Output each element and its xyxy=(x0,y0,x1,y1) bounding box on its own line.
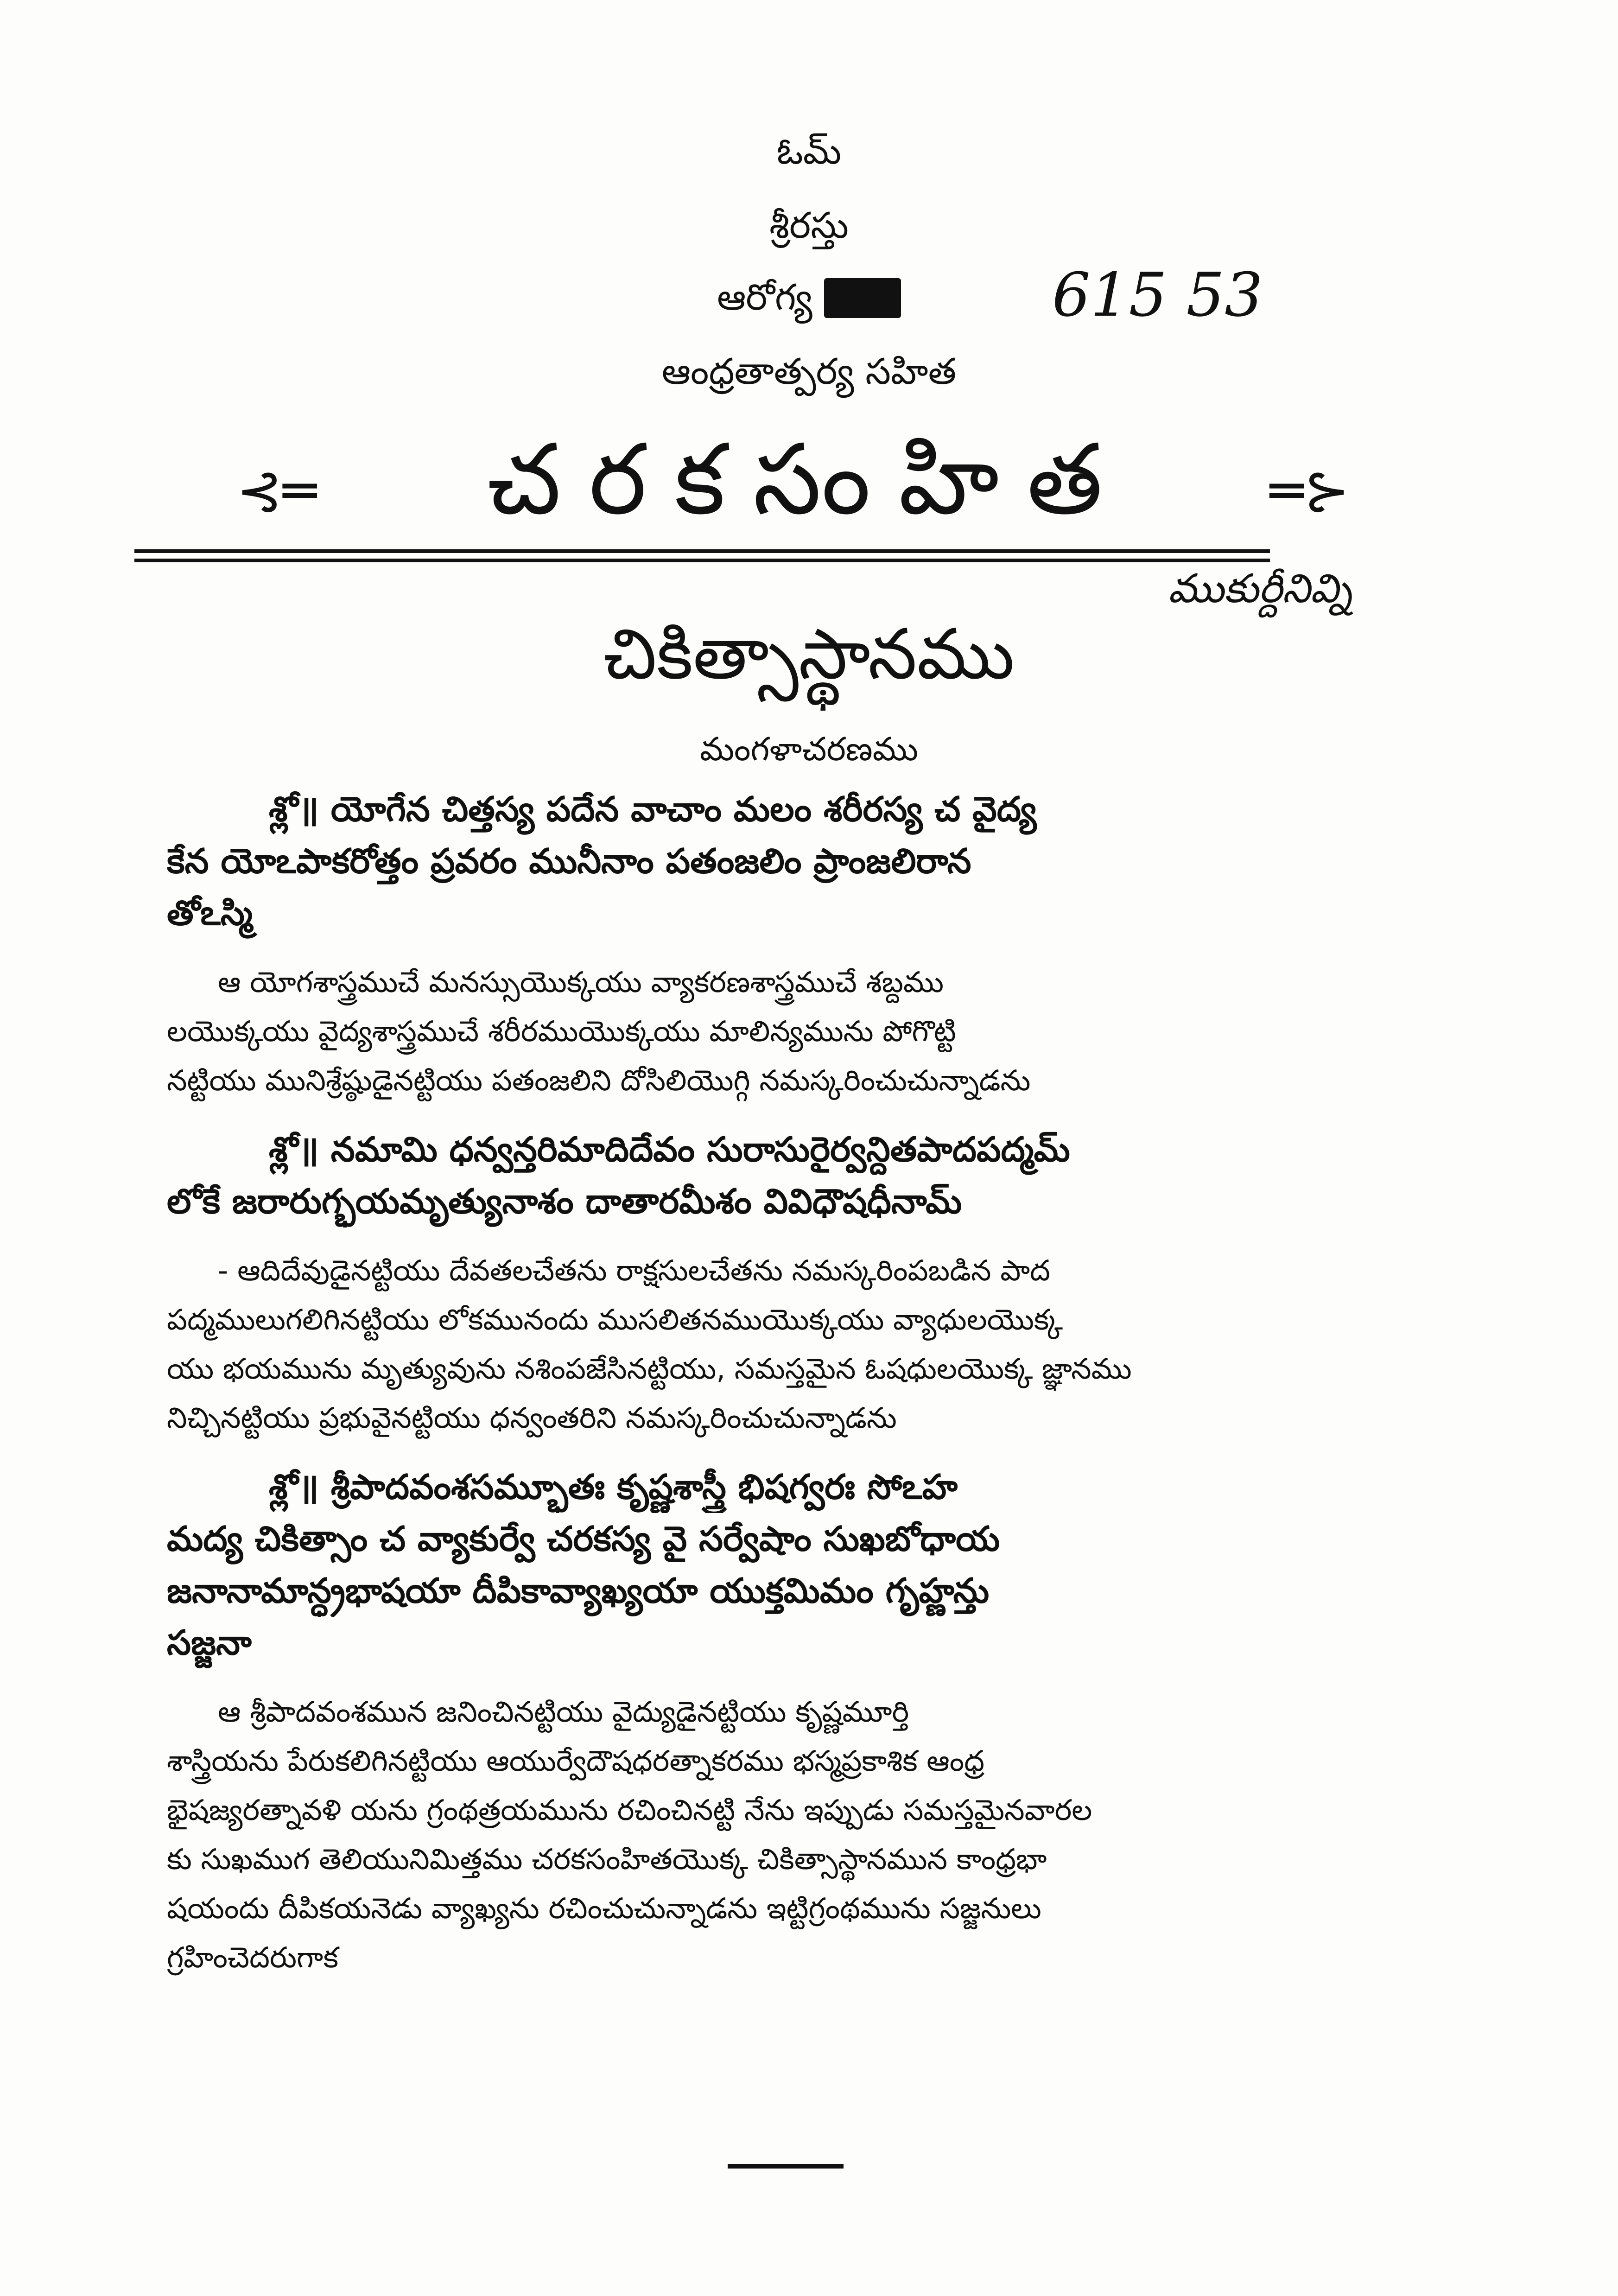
main-title: చరకసంహిత xyxy=(487,423,1130,536)
prose-line: షయందు దీపికయనెడు వ్యాఖ్యను రచించుచున్నాడను ఇట్టిగ్రంథమును సజ్జనులు xyxy=(167,1891,1041,1925)
prose-line: గ్రహించెదరుగాక xyxy=(167,1940,338,1974)
bottom-rule xyxy=(728,2164,844,2169)
title-underline-2 xyxy=(134,559,1270,562)
header-om: ఓమ్ xyxy=(776,131,842,172)
prose-line: శాస్త్రియను పేరుకలిగినట్టియు ఆయుర్వేదౌషధరత్నాకరము భస్మప్రకాశిక ఆంధ్ర xyxy=(167,1744,984,1778)
header-arogya: ఆరోగ్య xyxy=(717,277,812,318)
handwritten-note: ముకుర్దీనివ్ని xyxy=(1168,566,1352,612)
prose-line: ఆ యోగశాస్త్రముచే మనస్సుయొక్కయు వ్యాకరణశాస్త్రముచే శబ్దము xyxy=(218,965,944,999)
verse-line: మద్య చికిత్సాం చ వ్యాకుర్వే చరకస్య వై సర్వేషాం సుఖబోధాయ xyxy=(167,1519,1000,1559)
verse-line: శ్లో॥ యోగేన చిత్తస్య పదేన వాచాం మలం శరీరస్య చ వైద్య xyxy=(269,789,1037,829)
verse-paragraph xyxy=(167,783,1428,939)
handwritten-number: 615 53 xyxy=(1052,260,1263,330)
prose-paragraph xyxy=(167,1246,1428,1443)
prose-line: కు సుఖముగ తెలియునిమిత్తము చరకసంహితయొక్క చికిత్సాస్థానమున కాంధ్రభా xyxy=(167,1842,1047,1876)
prose-line: - ఆదిదేవుడైనట్టియు దేవతలచేతను రాక్షసులచేతను నమస్కరింపబడిన పాద xyxy=(218,1253,1050,1287)
title-block xyxy=(241,423,1377,552)
prose-paragraph xyxy=(167,1687,1428,1982)
prose-line: యు భయమును మృత్యువును నశింపజేసినట్టియు, సమస్తమైన ఓషధులయొక్క జ్ఞానము xyxy=(167,1352,1132,1386)
verse-line: శ్లో॥ నమామి ధన్వన్తరిమాదిదేవం సురాసురైర్వన్దితపాదపద్మమ్ xyxy=(269,1130,1070,1170)
verse-line: జనానామాన్ధ్రభాషయా దీపికావ్యాఖ్యయా యుక్తమిమం గృహ్ణన్తు xyxy=(167,1571,990,1611)
prose-line: ఆ శ్రీపాదవంశమున జనించినట్టియు వైద్యుడైనట్టియు కృష్ణమూర్తి xyxy=(218,1695,909,1729)
verse-line: సజ్జనా xyxy=(167,1623,252,1663)
prose-line: నట్టియు మునిశ్రేష్ఠుడైనట్టియు పతంజలిని దోసిలియొగ్గి నమస్కరించుచున్నాడను xyxy=(167,1063,1031,1097)
body-text xyxy=(167,783,1428,2001)
verse-line: కేన యోఽపాకరోత్తం ప్రవరం మునీనాం పతంజలిం ప్రాంజలిరాన xyxy=(167,841,971,881)
header-andhra-tatparya: ఆంధ్రతాత్పర్య సహిత xyxy=(661,351,957,393)
section-subtitle: మంగళాచరణము xyxy=(699,730,919,768)
prose-line: లయొక్కయు వైద్యశాస్త్రముచే శరీరముయొక్కయు మాలిన్యమును పోగొట్టి xyxy=(167,1014,956,1048)
verse-line: శ్లో॥ శ్రీపాదవంశసమ్భూతః కృష్ణశాస్త్రీ భిషగ్వరః సోఽహ xyxy=(269,1467,958,1507)
prose-paragraph xyxy=(167,958,1428,1105)
title-right-ornament: ═⊱ xyxy=(1270,459,1350,523)
verse-paragraph xyxy=(167,1461,1428,1669)
verse-line: లోకే జరారుగ్భయమృత్యునాశం దాతారమీశం వివిధౌషధీనామ్ xyxy=(167,1182,962,1221)
header-arogya-line xyxy=(0,278,1618,318)
title-underline-1 xyxy=(134,549,1270,553)
header-arogya-struck: దాతా xyxy=(824,277,901,318)
section-title: చికిత్సాస్థానము xyxy=(603,614,1015,695)
title-left-ornament: ⊰═ xyxy=(236,459,317,523)
header-srirastu: శ్రీరస్తు xyxy=(769,205,849,247)
verse-line: తోఽస్మి xyxy=(167,893,253,933)
prose-line: పద్మములుగలిగినట్టియు లోకమునందు ముసలితనముయొక్కయు వ్యాధులయొక్క xyxy=(167,1303,1063,1336)
prose-line: నిచ్చినట్టియు ప్రభువైనట్టియు ధన్వంతరిని నమస్కరించుచున్నాడను xyxy=(167,1401,897,1435)
prose-line: భైషజ్యరత్నావళి యను గ్రంథత్రయమును రచించినట్టి నేను ఇప్పుడు సమస్తమైనవారల xyxy=(167,1793,1092,1827)
verse-paragraph xyxy=(167,1124,1428,1228)
